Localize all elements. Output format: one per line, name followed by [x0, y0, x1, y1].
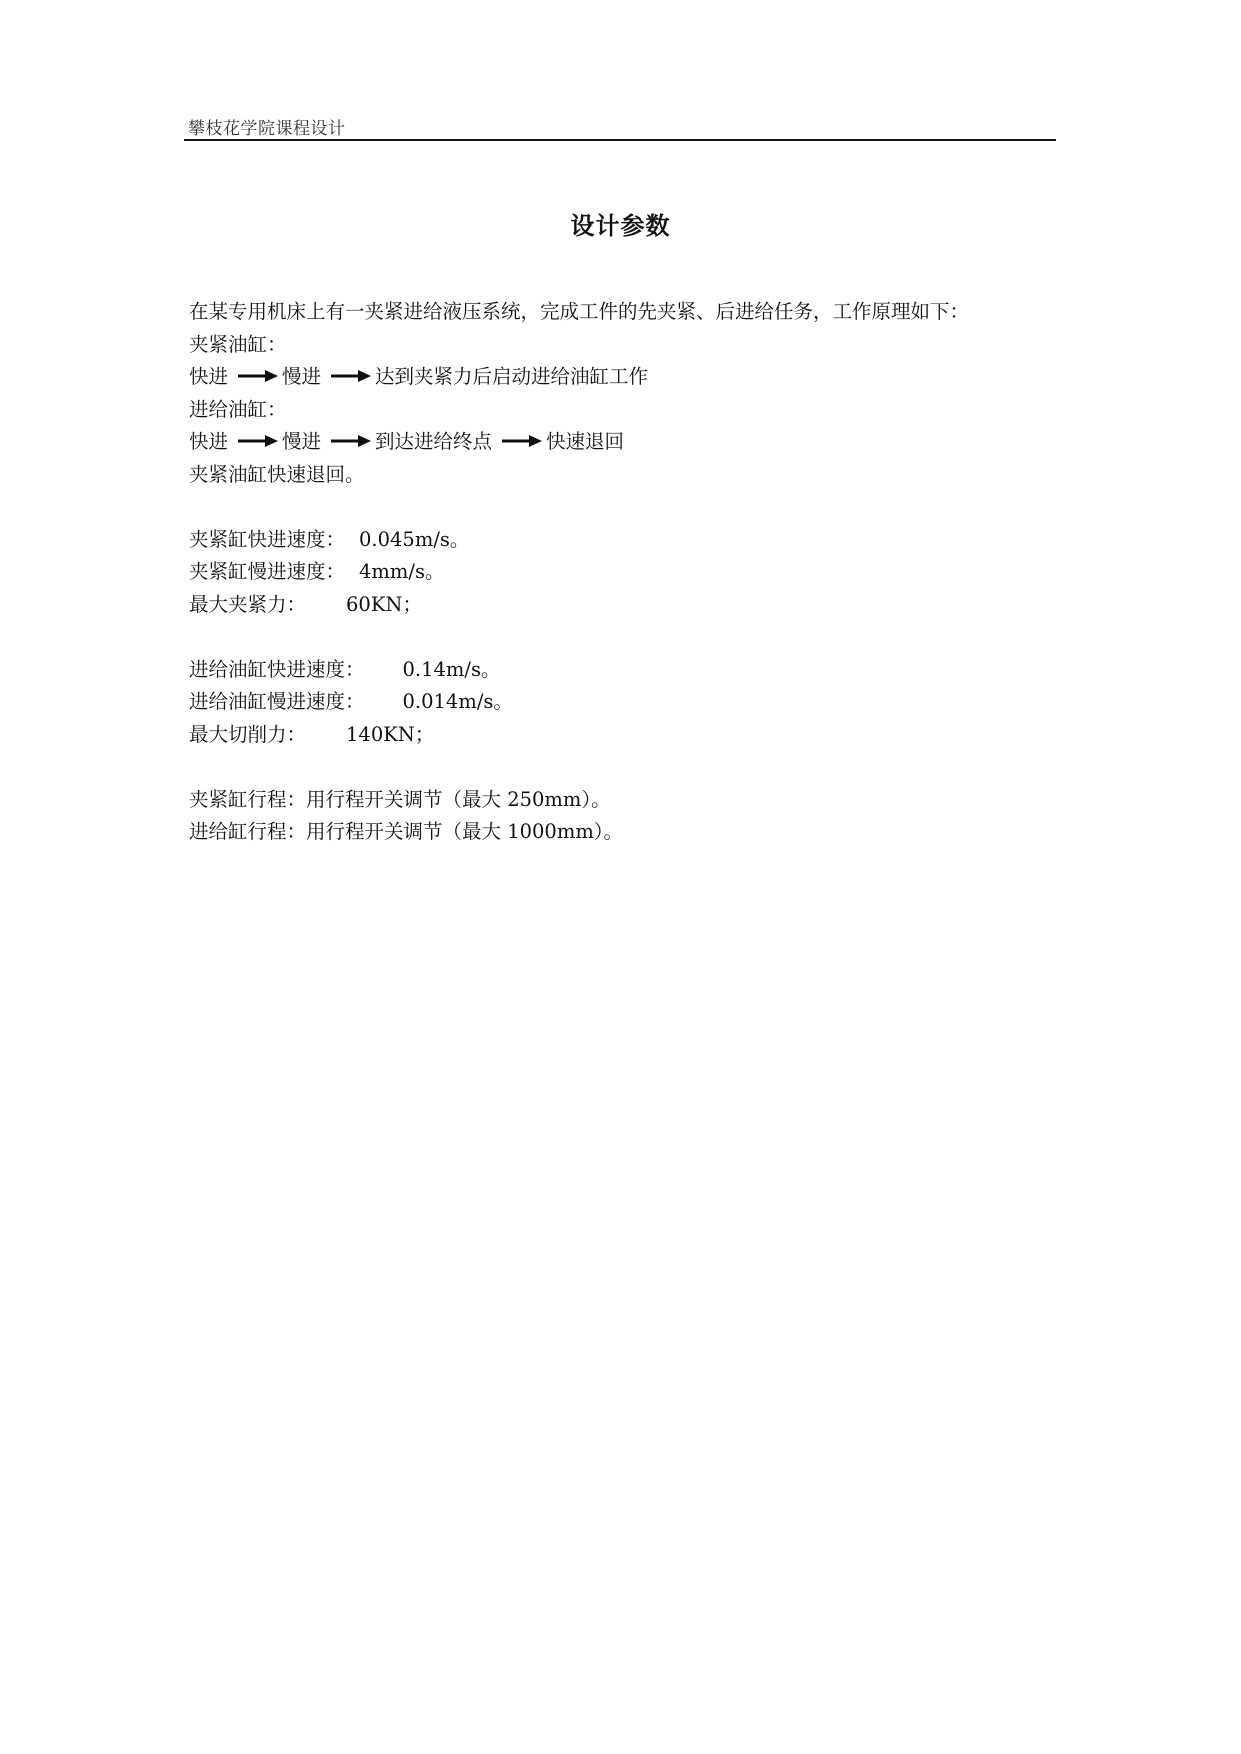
param-row	[189, 556, 1069, 589]
param-value: 0.14m/s。	[402, 657, 501, 681]
param-value: 0.045m/s。	[359, 527, 470, 551]
feed-cylinder-flow	[189, 426, 1069, 459]
stroke-line: 夹紧缸行程：用行程开关调节（最大 250mm）。	[189, 787, 611, 811]
right-arrow-icon	[502, 434, 542, 448]
right-arrow-icon	[238, 369, 278, 383]
flow-step: 快进	[189, 430, 229, 453]
param-value: 0.014m/s。	[402, 690, 513, 713]
param-label: 进给油缸慢进速度：	[189, 690, 365, 713]
right-arrow-icon	[331, 434, 371, 448]
flow-step: 快进	[189, 365, 229, 388]
param-row	[189, 589, 1069, 622]
param-row	[189, 654, 1069, 687]
intro-paragraph: 在某专用机床上有一夹紧进给液压系统，完成工件的先夹紧、后进给任务，工作原理如下：	[189, 300, 970, 323]
param-row	[189, 686, 1069, 719]
param-label: 最大切削力：	[189, 722, 307, 746]
clamp-cylinder-flow	[189, 361, 1069, 394]
right-arrow-icon	[238, 434, 278, 448]
feed-cylinder-label: 进给油缸：	[189, 397, 287, 421]
param-value: 140KN；	[346, 722, 435, 746]
param-value: 60KN；	[346, 592, 422, 616]
document-title: 设计参数	[570, 212, 671, 240]
flow-step: 达到夹紧力后启动进给油缸工作	[375, 365, 649, 388]
param-label: 最大夹紧力：	[189, 592, 307, 616]
stroke-line: 进给缸行程：用行程开关调节（最大 1000mm）。	[189, 820, 624, 843]
param-row	[189, 719, 1069, 752]
header-divider	[184, 139, 1056, 141]
clamp-return-text: 夹紧油缸快速退回。	[189, 462, 365, 486]
param-row	[189, 524, 1069, 557]
param-label: 进给油缸快进速度：	[189, 657, 365, 681]
right-arrow-icon	[331, 369, 371, 383]
clamp-cylinder-label: 夹紧油缸：	[189, 332, 287, 356]
page-header: 攀枝花学院课程设计	[188, 119, 346, 139]
document-body	[189, 296, 1069, 849]
flow-step: 快速退回	[546, 430, 625, 453]
param-label: 夹紧缸慢进速度：	[189, 560, 346, 583]
flow-step: 慢进	[282, 365, 322, 388]
flow-step: 慢进	[282, 430, 322, 453]
param-label: 夹紧缸快进速度：	[189, 527, 346, 551]
param-value: 4mm/s。	[359, 560, 445, 583]
flow-step: 到达进给终点	[375, 430, 493, 453]
